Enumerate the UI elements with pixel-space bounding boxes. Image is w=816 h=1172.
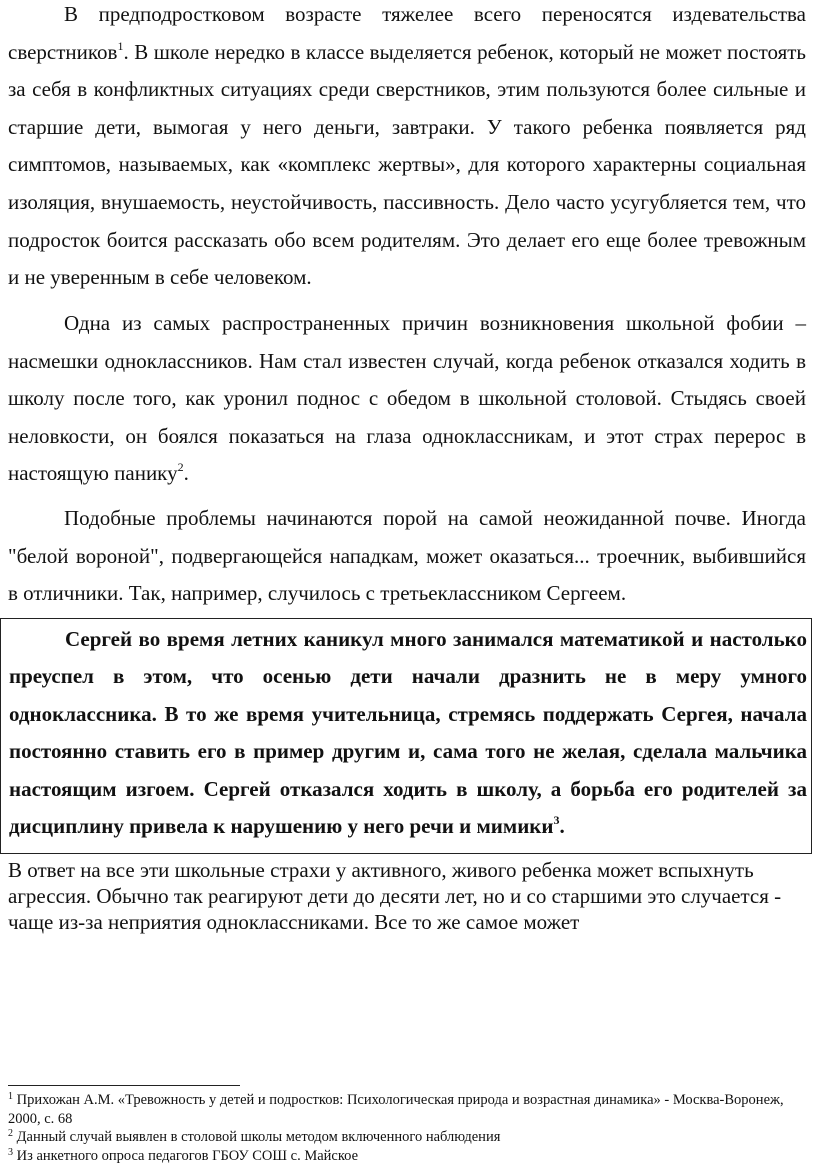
paragraph-4-text: В ответ на все эти школьные страхи у активного, живого ребенка может вспыхнуть агрессия. Обычно так реагируют дети до десяти лет, но и со старшими это случается - чаще из-за неприятия одноклассниками. Все то же самое может (8, 858, 782, 934)
footnote-2 (8, 1128, 814, 1147)
case-study-body: Сергей во время летних каникул много занимался математикой и настолько преуспел в этом, что осенью дети начали дразнить не в меру умного одноклассника. В то же время учительница, стремясь поддержать Сергея, начала постоянно ставить его в пример другим и, сама того не желая, сделала мальчика настоящим изгоем. Сергей отказался ходить в школу, а борьба его родителей за дисциплину привела к нарушению у него речи и мимики (9, 627, 807, 839)
paragraph-1-text-rest: . В школе нередко в классе выделяется ребенок, который не может постоять за себя в конфликтных ситуациях среди сверстников, этим пользуются более сильные и старшие дети, вымогая у него деньги, завтраки. У такого ребенка появляется ряд симптомов, называемых, как «комплекс жертвы», для которого характерны социальная изоляция, внушаемость, неустойчивость, пассивность. Дело часто усугубляется тем, что подросток боится рассказать обо всем родителям. Это делает его еще более тревожным и не уверенным в себе человеком. (8, 39, 806, 290)
footnote-text: Прихожан А.М. «Тревожность у детей и подростков: Психологическая природа и возрастная динамика» - Москва-Воронеж, 2000, с. 68 (8, 1092, 784, 1127)
paragraph-1 (8, 0, 806, 297)
footnote-3 (8, 1147, 814, 1166)
footnote-divider (8, 1085, 240, 1086)
paragraph-3 (8, 500, 806, 613)
paragraph-2-end: . (183, 461, 189, 486)
case-study-box (0, 618, 812, 854)
footnotes (8, 1091, 814, 1165)
footnote-number: 2 (8, 1128, 13, 1139)
paragraph-3-text: Подобные проблемы начинаются порой на самой неожиданной почве. Иногда "белой вороной", подвергающейся нападкам, может оказаться... троечник, выбившийся в отличники. Так, например, случилось с третьеклассником Сергеем. (8, 506, 806, 606)
paragraph-2-text: Одна из самых распространенных причин возникновения школьной фобии – насмешки одноклассников. Нам стал известен случай, когда ребенок отказался ходить в школу после того, как уронил поднос с обедом в школьной столовой. Стыдясь своей неловкости, он боялся показаться на глаза одноклассникам, и этот страх перерос в настоящую панику (8, 311, 806, 486)
case-study-end: . (559, 814, 565, 839)
paragraph-1-text-start: В предподростковом возрасте тяжелее всего переносятся издевательства сверстников (8, 2, 806, 64)
footnote-1 (8, 1091, 814, 1128)
footnote-number: 3 (8, 1146, 13, 1158)
footnote-ref-2[interactable]: 2 (177, 460, 184, 475)
footnote-ref-1[interactable]: 1 (117, 38, 124, 53)
case-study-text (9, 621, 807, 845)
footnote-ref-3[interactable]: 3 (553, 813, 560, 828)
paragraph-2 (8, 305, 806, 493)
footnote-number: 1 (8, 1091, 13, 1102)
footnote-text: Из анкетного опроса педагогов ГБОУ СОШ с. Майское (16, 1147, 359, 1164)
footnote-text: Данный случай выявлен в столовой школы методом включенного наблюдения (16, 1129, 501, 1145)
paragraph-4 (8, 857, 808, 935)
